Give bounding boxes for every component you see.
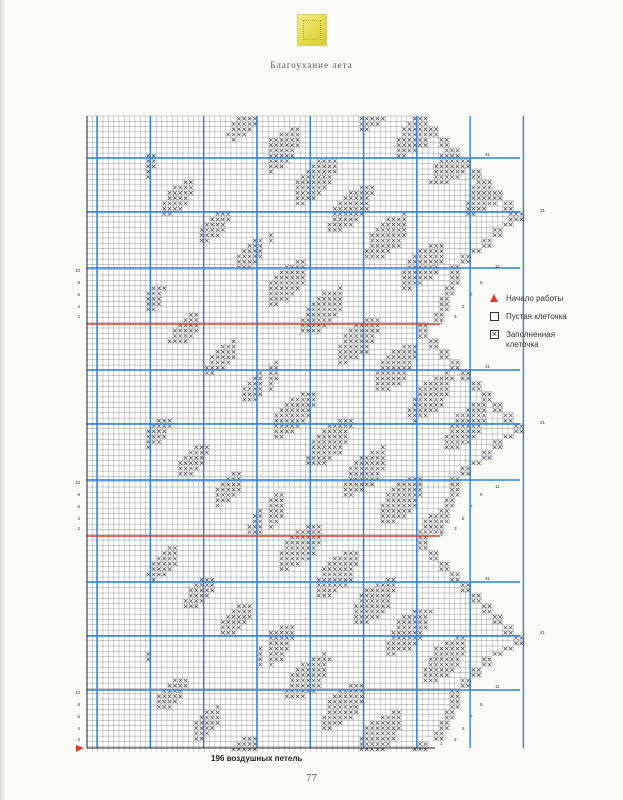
chart-row — [87, 312, 444, 317]
running-head: Благоухание лета — [270, 60, 353, 70]
chart-row — [87, 317, 444, 322]
